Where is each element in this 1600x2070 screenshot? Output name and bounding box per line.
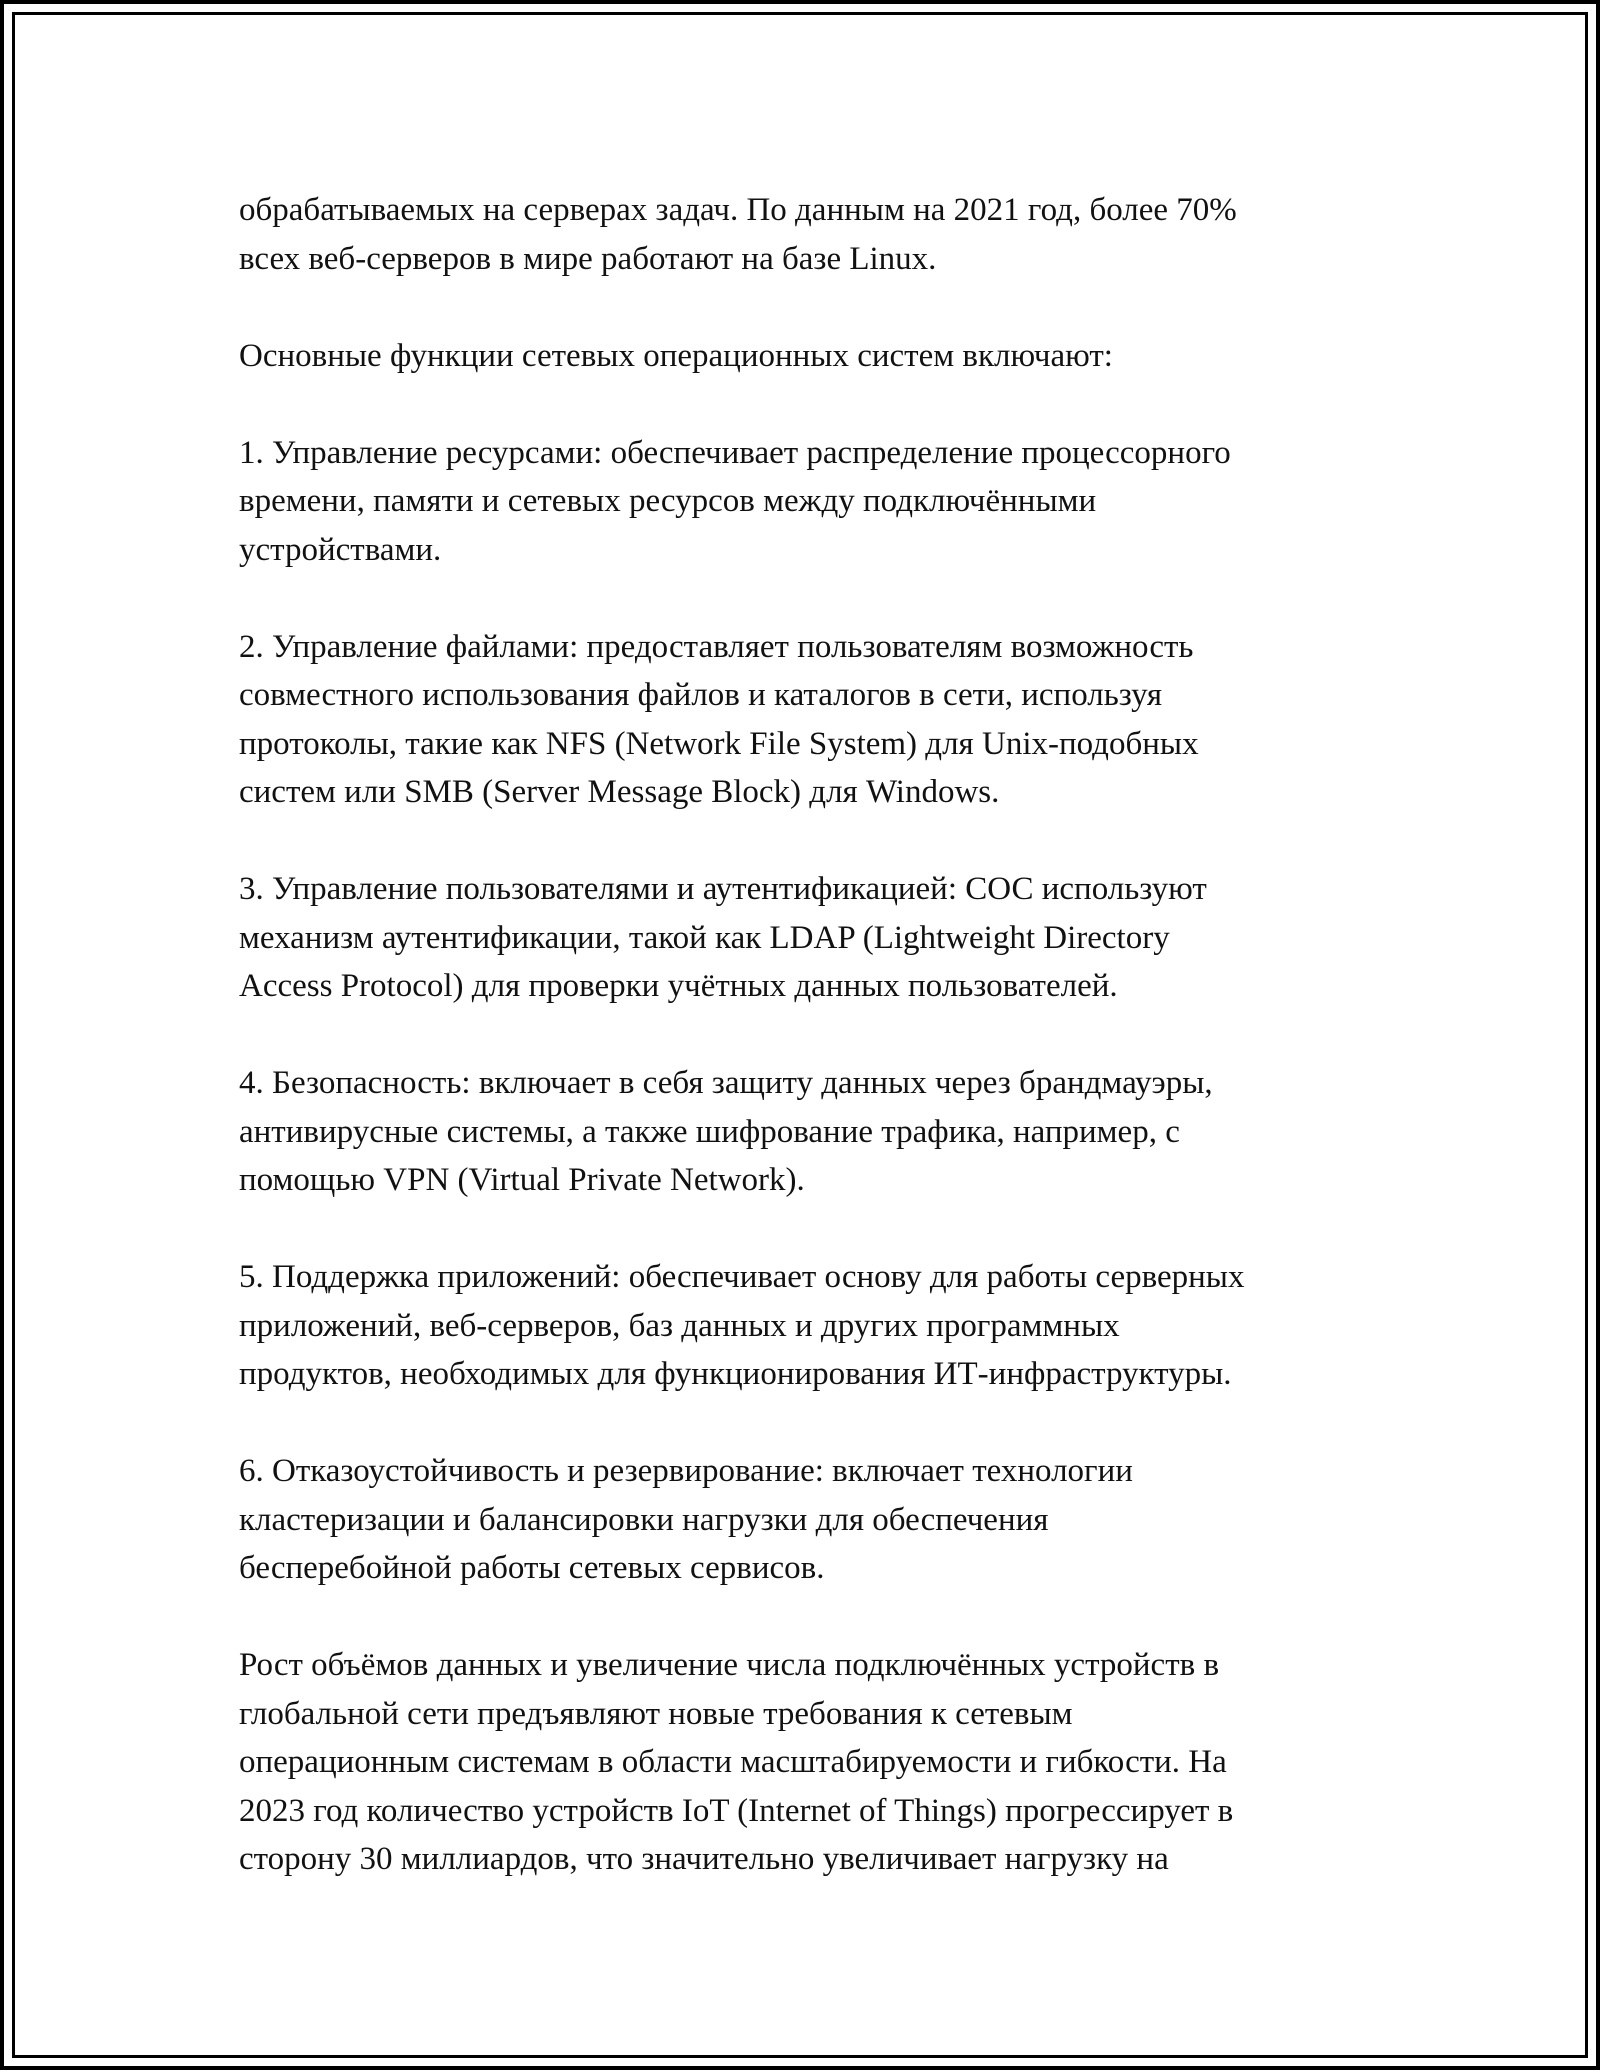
text-line: 2023 год количество устройств IoT (Internet of Things) прогрессирует в <box>239 1792 1234 1829</box>
text-line: бесперебойной работы сетевых сервисов. <box>239 1550 825 1586</box>
text-line: приложений, веб-серверов, баз данных и других программных <box>239 1307 1120 1344</box>
text-line: продуктов, необходимых для функционирования ИТ-инфраструктуры. <box>239 1356 1232 1392</box>
text-line: помощью VPN (Virtual Private Network). <box>239 1162 805 1198</box>
text-line: 4. Безопасность: включает в себя защиту данных через брандмауэры, <box>239 1065 1213 1101</box>
text-line: антивирусные системы, а также шифрование трафика, например, с <box>239 1113 1180 1150</box>
paragraph-data-growth <box>239 1641 1379 1884</box>
text-line: механизм аутентификации, такой как LDAP (Lightweight Directory <box>239 919 1170 956</box>
text-line: 2. Управление файлами: предоставляет пользователям возможность <box>239 628 1194 665</box>
text-line: времени, памяти и сетевых ресурсов между подключёнными <box>239 483 1097 519</box>
text-line: всех веб-серверов в мире работают на базе Linux. <box>239 240 937 277</box>
text-line: систем или SMB (Server Message Block) для Windows. <box>239 774 1000 810</box>
text-line: сторону 30 миллиардов, что значительно увеличивает нагрузку на <box>239 1841 1169 1877</box>
document-body <box>239 186 1379 1932</box>
text-line: 5. Поддержка приложений: обеспечивает основу для работы серверных <box>239 1259 1245 1295</box>
list-item-application-support <box>239 1253 1379 1399</box>
text-line: Рост объёмов данных и увеличение числа подключённых устройств в <box>239 1647 1220 1683</box>
text-line: совместного использования файлов и каталогов в сети, используя <box>239 677 1163 713</box>
text-line: 1. Управление ресурсами: обеспечивает распределение процессорного <box>239 434 1231 471</box>
text-line: устройствами. <box>239 531 442 568</box>
list-item-security <box>239 1059 1379 1205</box>
text-line: Access Protocol) для проверки учётных данных пользователей. <box>239 968 1118 1004</box>
text-line: протоколы, такие как NFS (Network File System) для Unix-подобных <box>239 725 1199 762</box>
paragraph-functions-heading <box>239 332 1379 381</box>
text-line: операционным системам в области масштабируемости и гибкости. На <box>239 1744 1227 1780</box>
list-item-user-authentication <box>239 865 1379 1011</box>
list-item-file-management <box>239 623 1379 817</box>
list-item-resource-management <box>239 429 1379 575</box>
paragraph-intro-continuation <box>239 186 1379 283</box>
text-line: глобальной сети предъявляют новые требования к сетевым <box>239 1695 1073 1732</box>
text-line: кластеризации и балансировки нагрузки для обеспечения <box>239 1501 1049 1538</box>
text-line: Основные функции сетевых операционных систем включают: <box>239 337 1113 374</box>
text-line: обрабатываемых на серверах задач. По данным на 2021 год, более 70% <box>239 192 1237 228</box>
text-line: 6. Отказоустойчивость и резервирование: включает технологии <box>239 1453 1133 1489</box>
list-item-fault-tolerance <box>239 1447 1379 1593</box>
text-line: 3. Управление пользователями и аутентификацией: СОС используют <box>239 871 1207 907</box>
